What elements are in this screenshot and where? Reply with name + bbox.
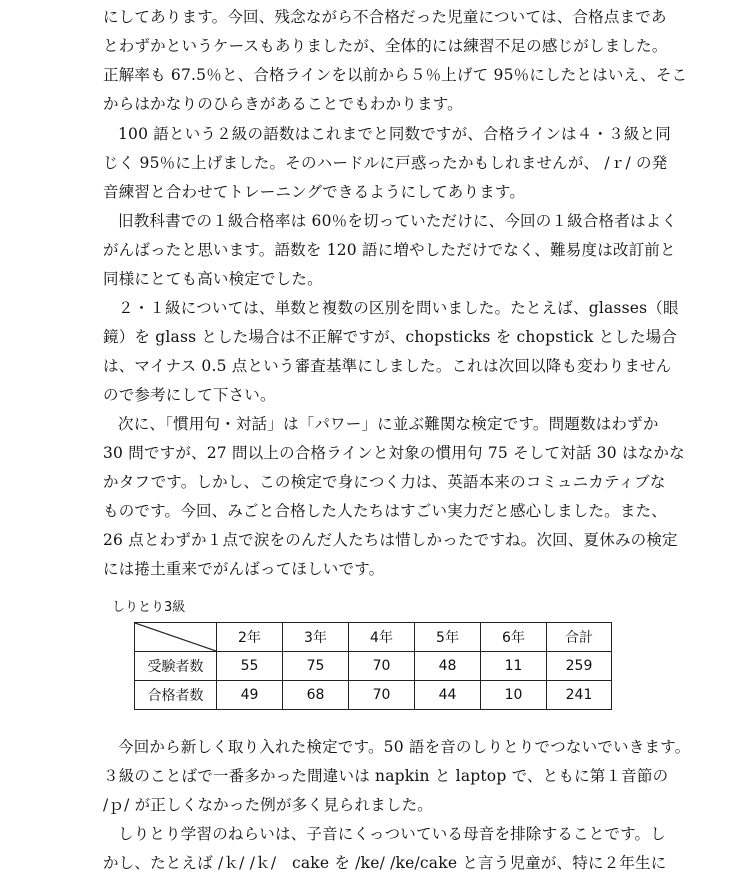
table-cell: 70 <box>349 681 415 710</box>
column-header: 合計 <box>547 623 612 652</box>
column-header: 6年 <box>481 623 547 652</box>
table-cell: 75 <box>283 652 349 681</box>
row-label: 合格者数 <box>135 681 217 710</box>
text-line: ３級のことばで一番多かった間違いは napkin と laptop で、ともに第１音節の <box>103 767 669 785</box>
text-line: じく 95％に上げました。そのハードルに戸惑ったかもしれませんが、 /ｒ/ の発 <box>103 154 668 172</box>
text-line: 30 問ですが、27 問以上の合格ラインと対象の慣用句 75 そして対話 30 はなかな <box>103 444 685 462</box>
column-header: 5年 <box>415 623 481 652</box>
table-header-row <box>135 623 612 652</box>
column-header: 4年 <box>349 623 415 652</box>
column-header: 2年 <box>217 623 283 652</box>
diagonal-line <box>135 623 216 651</box>
text-line: には捲土重来でがんばってほしいです。 <box>103 560 385 578</box>
table-cell: 44 <box>415 681 481 710</box>
text-line: かタフです。しかし、この検定で身につく力は、英語本来のコミュニカティブな <box>103 473 666 491</box>
text-line: /ｐ/ が正しくなかった例が多く見られました。 <box>103 796 433 814</box>
text-line: は、マイナス 0.5 点という審査基準にしました。これは次回以降も変わりません <box>103 357 672 375</box>
text-line: ２・１級については、単数と複数の区別を問いました。たとえば、glasses（眼 <box>118 299 679 317</box>
text-line: 100 語という２級の語数はこれまでと同数ですが、合格ラインは４・３級と同 <box>118 125 671 143</box>
text-line: にしてあります。今回、残念ながら不合格だった児童については、合格点まであ <box>103 8 667 26</box>
table-cell: 48 <box>415 652 481 681</box>
text-line: ので参考にして下さい。 <box>103 386 276 404</box>
text-line: 26 点とわずか１点で涙をのんだ人たちは惜しかったですね。次回、夏休みの検定 <box>103 531 678 549</box>
table-caption: しりとり3級 <box>112 600 186 615</box>
table-corner-cell <box>135 623 217 652</box>
table-cell: 49 <box>217 681 283 710</box>
table-cell: 259 <box>547 652 612 681</box>
table-row <box>135 681 612 710</box>
text-line: かし、たとえば /ｋ/ /ｋ/ cake を /ke/ /ke/cake と言う児童が、特に２年生に <box>103 854 667 872</box>
table-cell: 10 <box>481 681 547 710</box>
text-line: からはかなりのひらきがあることでもわかります。 <box>103 95 463 113</box>
table-cell: 11 <box>481 652 547 681</box>
text-line: 今回から新しく取り入れた検定です。50 語を音のしりとりでつないでいきます。 <box>118 738 691 756</box>
table-row <box>135 652 612 681</box>
text-line: とわずかというケースもありましたが、全体的には練習不足の感じがしました。 <box>103 37 668 55</box>
text-line: 旧教科書での１級合格率は 60％を切っていただけに、今回の１級合格者はよく <box>118 212 678 230</box>
row-label: 受験者数 <box>135 652 217 681</box>
text-line: しりとり学習のねらいは、子音にくっついている母音を排除することです。し <box>118 825 666 843</box>
table-cell: 68 <box>283 681 349 710</box>
column-header: 3年 <box>283 623 349 652</box>
text-line: がんばったと思います。語数を 120 語に増やしただけでなく、難易度は改訂前と <box>103 241 676 259</box>
text-line: ものです。今回、みごと合格した人たちはすごい実力だと感心しました。また、 <box>103 502 667 520</box>
text-line: 正解率も 67.5％と、合格ラインを以前から５％上げて 95％にしたとはいえ、そこ <box>103 66 688 84</box>
text-line: 次に、「慣用句・対話」は「パワー」に並ぶ難関な検定です。問題数はわずか <box>118 415 659 433</box>
table-cell: 55 <box>217 652 283 681</box>
table-cell: 241 <box>547 681 612 710</box>
text-line: 鏡）を glass とした場合は不正解ですが、chopsticks を chopstick とした場合 <box>103 328 678 346</box>
text-line: 音練習と合わせてトレーニングできるようにしてあります。 <box>103 183 526 201</box>
results-table <box>134 622 612 710</box>
text-line: 同様にとても高い検定でした。 <box>103 270 323 288</box>
table-cell: 70 <box>349 652 415 681</box>
